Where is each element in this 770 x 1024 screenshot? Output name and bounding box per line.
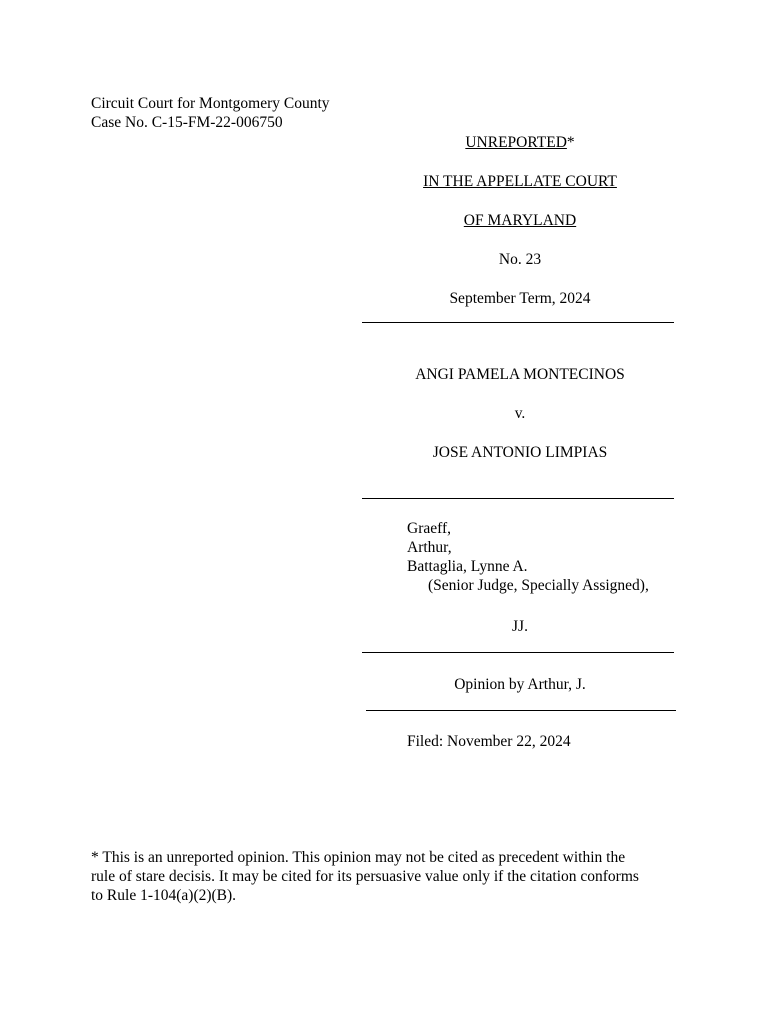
divider-rule (362, 322, 674, 323)
jj-label: JJ. (512, 618, 528, 635)
court-header (91, 94, 330, 132)
filed-date: Filed: November 22, 2024 (407, 733, 571, 750)
unreported-asterisk: * (566, 134, 575, 151)
appellee-name: JOSE ANTONIO LIMPIAS (432, 444, 608, 461)
appellant-name: ANGI PAMELA MONTECINOS (415, 366, 625, 383)
versus-label: v. (514, 405, 526, 422)
judge-note: (Senior Judge, Specially Assigned), (428, 577, 649, 594)
divider-rule (362, 652, 674, 653)
judge-name: Arthur, (407, 539, 452, 556)
docket-number: No. 23 (498, 251, 542, 268)
judge-name: Graeff, (407, 520, 452, 537)
footnote-line: * This is an unreported opinion. This opinion may not be cited as precedent within the (91, 849, 626, 866)
appellate-court-line2: OF MARYLAND (463, 212, 577, 229)
term: September Term, 2024 (449, 290, 591, 307)
unreported-heading (362, 133, 678, 152)
circuit-court-name: Circuit Court for Montgomery County (91, 95, 330, 112)
judge-name: Battaglia, Lynne A. (407, 558, 528, 575)
appellate-court-line1: IN THE APPELLATE COURT (423, 173, 617, 190)
divider-rule (366, 710, 676, 711)
unreported-label: UNREPORTED (465, 134, 567, 151)
judges-panel (407, 519, 649, 595)
case-number: Case No. C-15-FM-22-006750 (91, 114, 283, 131)
footnote-line: rule of stare decisis. It may be cited for its persuasive value only if the citation conforms (91, 868, 639, 885)
footnote (91, 848, 691, 905)
opinion-author: Opinion by Arthur, J. (454, 676, 586, 693)
divider-rule (362, 498, 674, 499)
footnote-line: to Rule 1-104(a)(2)(B). (91, 887, 237, 904)
